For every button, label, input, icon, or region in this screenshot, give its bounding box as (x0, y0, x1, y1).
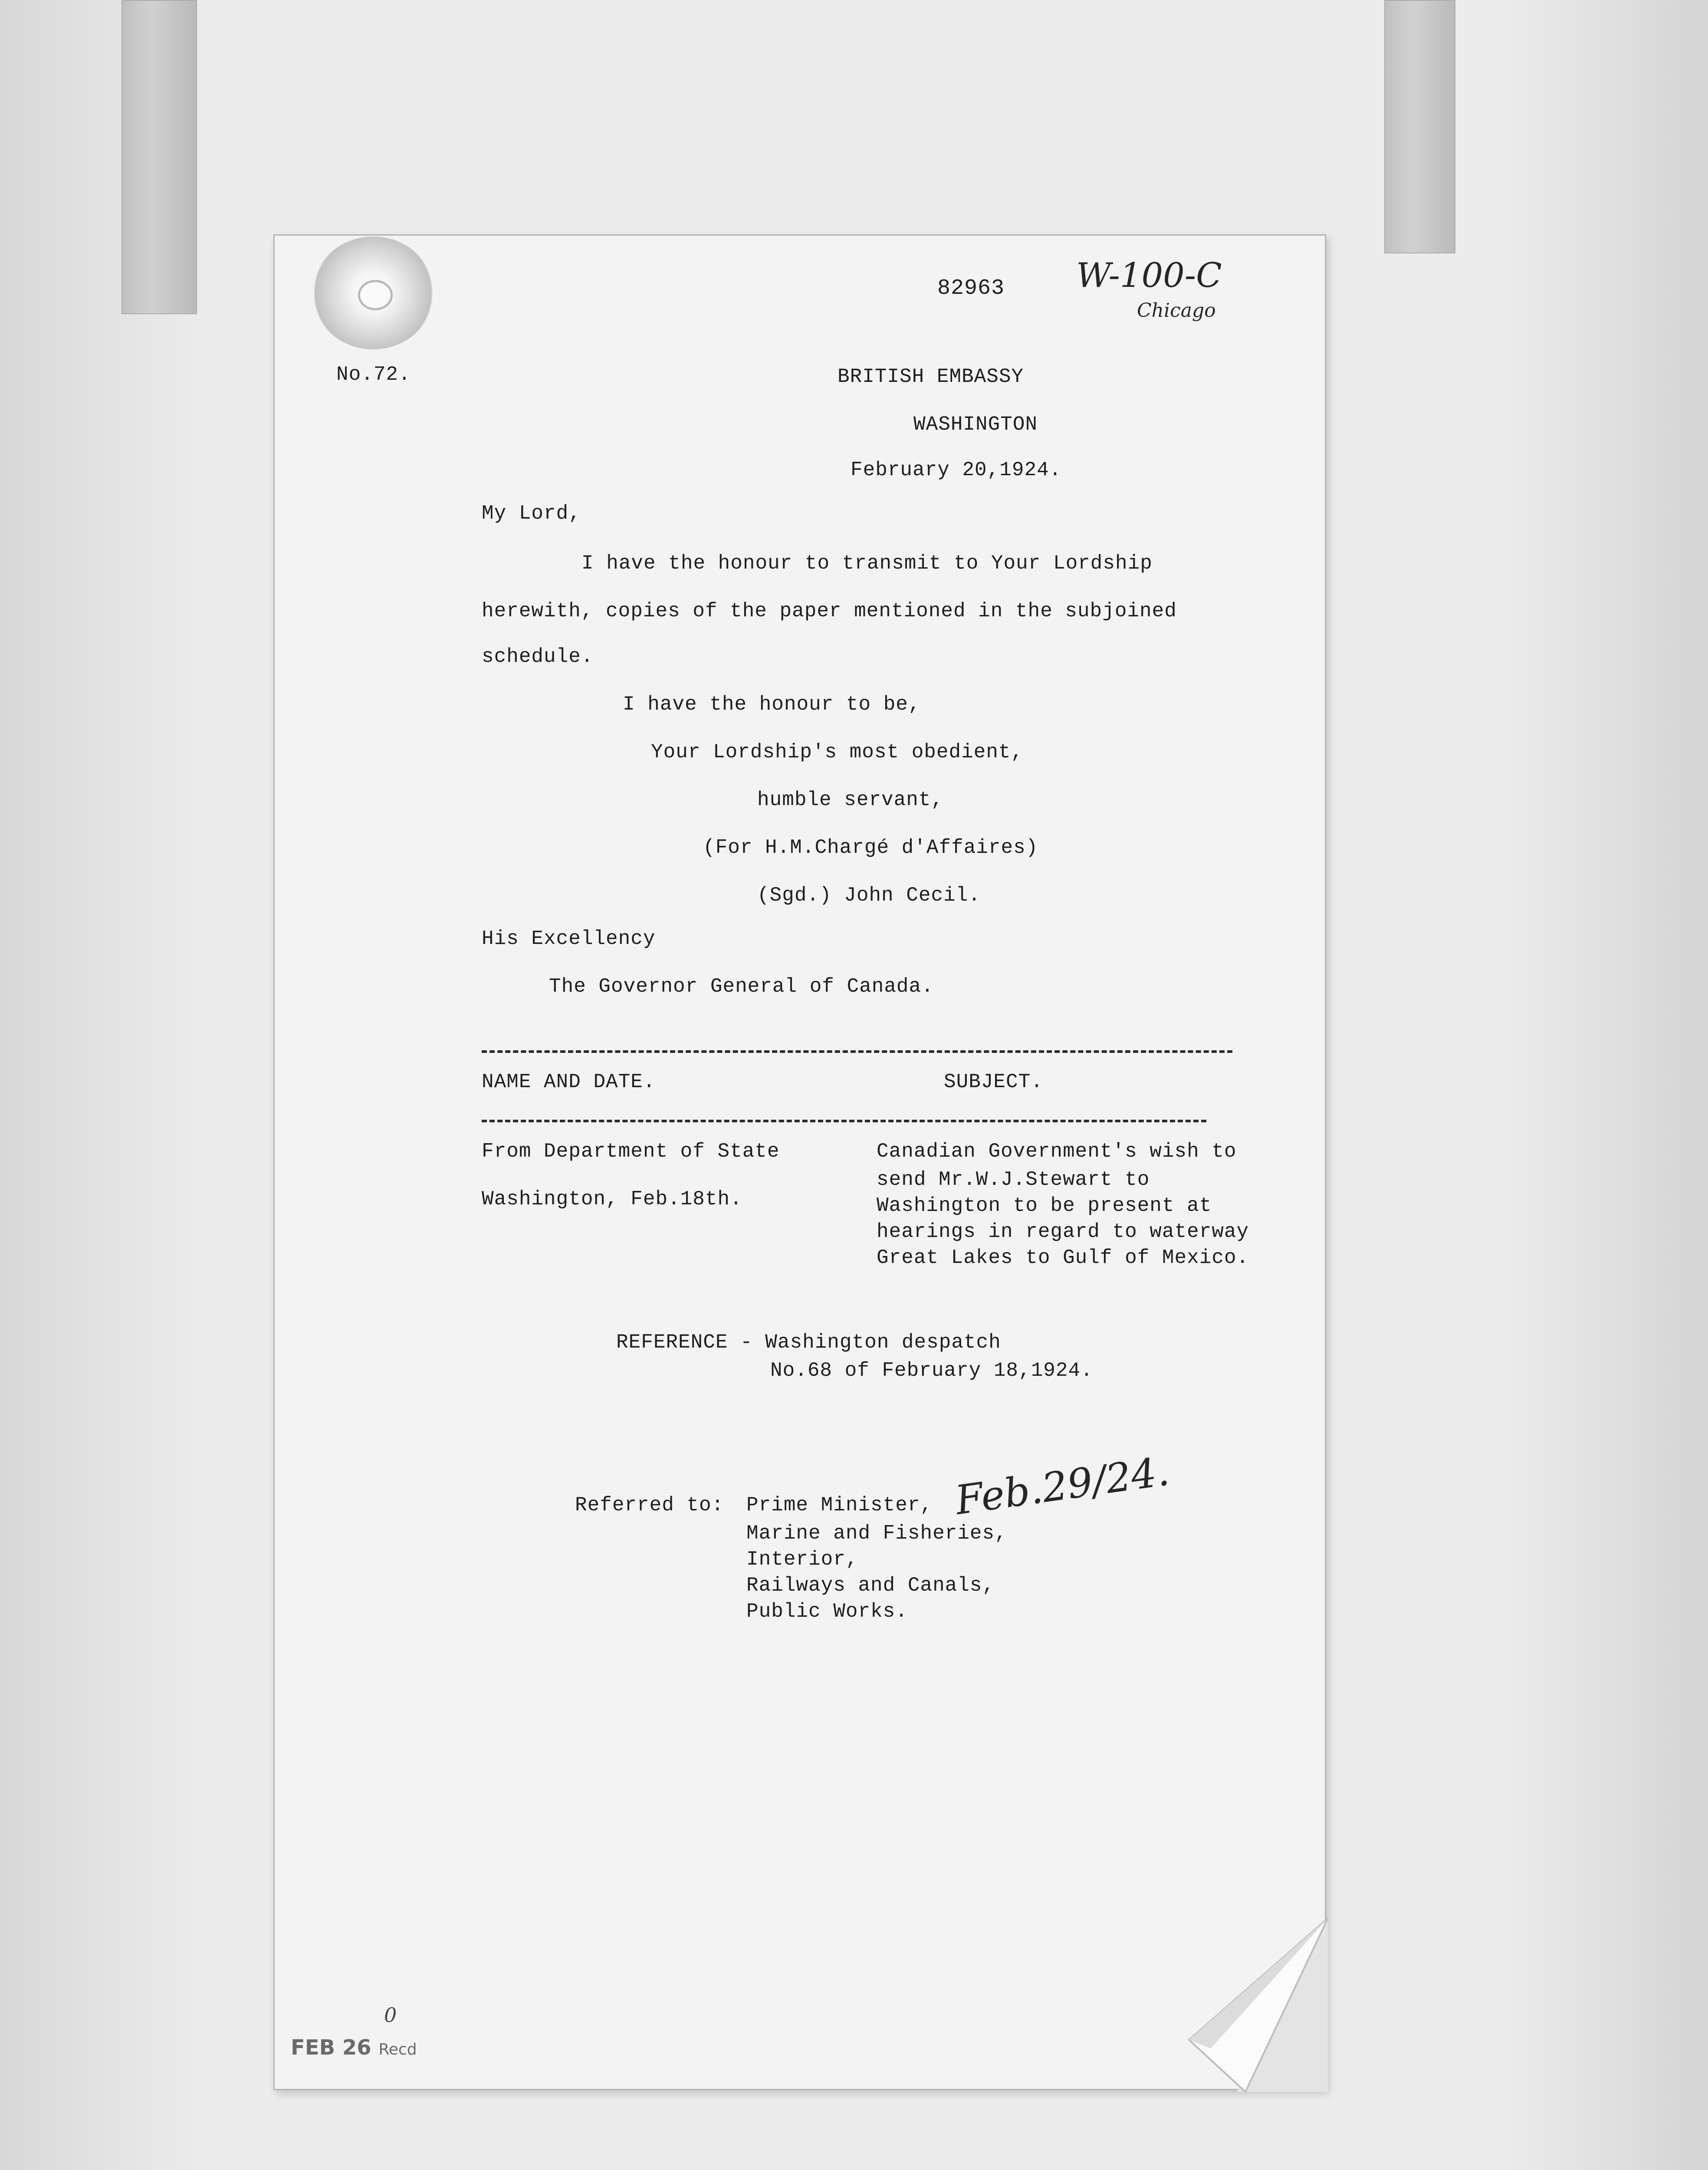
embassy-heading: BRITISH EMBASSY (838, 365, 1024, 388)
received-stamp-sub: Recd (378, 2041, 417, 2058)
referred-item-4: Railways and Canals, (746, 1574, 995, 1597)
body-line-3: schedule. (482, 645, 594, 668)
schedule-subject-line-2: send Mr.W.J.Stewart to (877, 1168, 1150, 1191)
schedule-header-rule (482, 1120, 1206, 1122)
handwritten-file-annotation: W-100-C (1076, 256, 1222, 295)
schedule-header-name-date: NAME AND DATE. (482, 1071, 656, 1093)
file-number: 82963 (937, 276, 1005, 301)
received-stamp-date: FEB 26 (291, 2035, 371, 2060)
handwritten-file-annotation-sub: Chicago (1137, 299, 1216, 322)
schedule-source-line-1: From Department of State (482, 1140, 780, 1163)
schedule-top-rule (482, 1050, 1232, 1053)
referred-label: Referred to: (575, 1494, 724, 1516)
body-line-2: herewith, copies of the paper mentioned in the subjoined (482, 600, 1177, 622)
signature-line: (Sgd.) John Cecil. (757, 884, 981, 907)
schedule-source-line-2: Washington, Feb.18th. (482, 1188, 742, 1210)
closing-line-1: I have the honour to be, (623, 693, 921, 716)
handwritten-referral-date: Feb.29/24. (952, 1448, 1172, 1524)
schedule-subject-line-4: hearings in regard to waterway (877, 1220, 1249, 1243)
folded-corner (1185, 1918, 1328, 2092)
reference-line-1: REFERENCE - Washington despatch (616, 1331, 1001, 1354)
referred-item-1: Prime Minister, (746, 1494, 933, 1516)
tape-strip-top-right (1384, 0, 1455, 253)
closing-line-4: (For H.M.Chargé d'Affaires) (703, 836, 1038, 859)
referred-item-2: Marine and Fisheries, (746, 1522, 1007, 1545)
schedule-subject-line-1: Canadian Government's wish to (877, 1140, 1237, 1163)
stamp-mark: 0 (384, 2003, 397, 2027)
referred-item-3: Interior, (746, 1548, 858, 1571)
addressee-line-2: The Governor General of Canada. (549, 975, 934, 998)
reference-line-2: No.68 of February 18,1924. (770, 1359, 1093, 1382)
referred-item-5: Public Works. (746, 1600, 908, 1623)
addressee-line-1: His Excellency (482, 927, 656, 950)
despatch-number: No.72. (336, 363, 411, 386)
punch-hole (312, 237, 434, 349)
closing-line-2: Your Lordship's most obedient, (651, 741, 1024, 763)
tape-strip-top-left (122, 0, 197, 314)
body-line-1: I have the honour to transmit to Your Lordship (581, 552, 1153, 575)
closing-line-3: humble servant, (757, 789, 944, 811)
salutation: My Lord, (482, 502, 581, 525)
schedule-subject-line-5: Great Lakes to Gulf of Mexico. (877, 1246, 1249, 1269)
letter-date: February 20,1924. (851, 459, 1062, 481)
schedule-header-subject: SUBJECT. (944, 1071, 1043, 1093)
city-heading: WASHINGTON (913, 413, 1038, 436)
schedule-subject-line-3: Washington to be present at (877, 1194, 1212, 1217)
received-stamp (291, 2035, 417, 2060)
